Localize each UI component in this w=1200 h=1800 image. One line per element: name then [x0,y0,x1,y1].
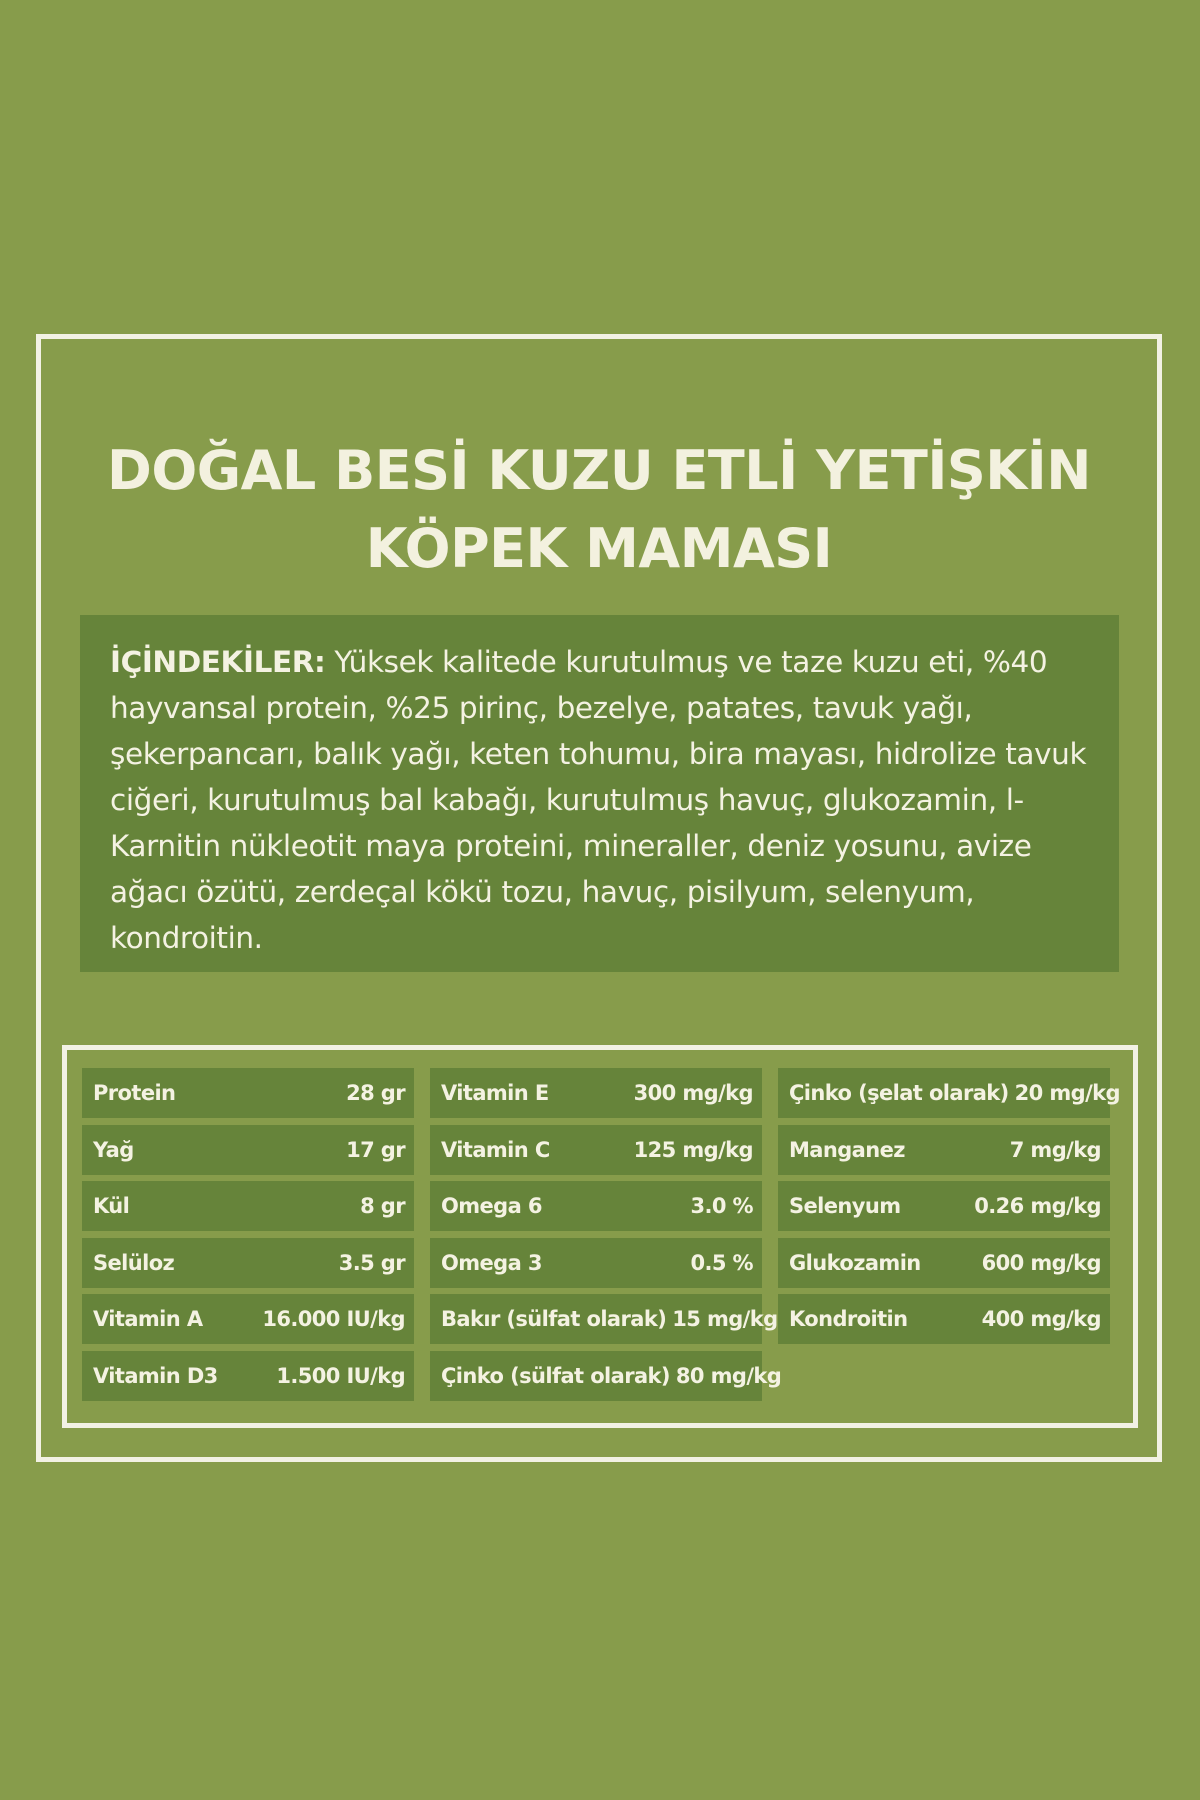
nutrient-name: Omega 3 [441,1250,542,1275]
nutrient-value: 0.5 % [690,1250,753,1275]
nutrient-value: 80 mg/kg [675,1363,782,1388]
ingredients-paragraph [110,639,1093,961]
nutrient-value: 8 gr [360,1194,405,1218]
nutrition-row [82,1125,414,1175]
nutrient-value: 300 mg/kg [633,1081,753,1105]
nutrition-row [82,1238,414,1288]
nutrition-row [778,1238,1110,1288]
nutrition-row [430,1294,778,1344]
nutrient-name: Kondroitin [789,1307,908,1331]
nutrient-value: 400 mg/kg [981,1307,1101,1331]
nutrient-name: Çinko (şelat olarak) [789,1081,1009,1105]
nutrition-column-2 [430,1068,782,1407]
nutrient-name: Vitamin E [441,1081,549,1105]
nutrient-value: 600 mg/kg [981,1250,1101,1275]
nutrition-row [82,1294,414,1344]
nutrient-value: 3.0 % [690,1194,753,1218]
nutrition-row [778,1125,1110,1175]
nutrient-name: Selüloz [93,1250,175,1275]
nutrient-name: Protein [93,1081,176,1105]
nutrient-name: Kül [93,1194,130,1218]
ingredients-list: Yüksek kalitede kurutulmuş ve taze kuzu eti, %40 hayvansal protein, %25 pirinç, bezelye, patates, tavuk yağı, şekerpancarı, balık yağı, keten tohumu, bira mayası, hidrolize tavuk ciğeri, kurutulmuş bal kabağı, kurutulmuş havuç, glukozamin, l-Karnitin nükleotit maya proteini, mineraller, deniz yosunu, avize ağacı özütü, zerdeçal kökü tozu, havuç, pisilyum, selenyum, kondroitin. [110,645,1087,955]
nutrition-row [430,1351,782,1401]
nutrient-name: Selenyum [789,1194,901,1218]
nutrient-name: Bakır (sülfat olarak) [441,1307,667,1331]
title-line-1: DOĞAL BESİ KUZU ETLİ YETİŞKİN [107,439,1091,502]
nutrient-name: Yağ [93,1137,134,1162]
nutrient-name: Vitamin D3 [93,1363,218,1388]
nutrient-value: 7 mg/kg [1009,1137,1101,1162]
nutrient-value: 15 mg/kg [672,1307,778,1331]
nutrient-value: 3.5 gr [338,1250,405,1275]
nutrient-name: Glukozamin [789,1250,921,1275]
nutrition-row [82,1351,414,1401]
nutrient-value: 28 gr [346,1081,405,1105]
nutrition-row [430,1181,762,1231]
nutrition-row [778,1294,1110,1344]
nutrition-column-1 [82,1068,414,1407]
nutrition-row [82,1181,414,1231]
ingredients-label: İÇİNDEKİLER: [110,645,326,679]
nutrition-row [778,1068,1120,1118]
nutrient-name: Manganez [789,1137,905,1162]
nutrient-value: 0.26 mg/kg [974,1194,1101,1218]
nutrition-row [778,1181,1110,1231]
nutrition-row [430,1125,762,1175]
product-title [36,432,1162,588]
nutrient-value: 16.000 IU/kg [262,1307,405,1331]
nutrient-value: 1.500 IU/kg [276,1363,405,1388]
nutrient-name: Vitamin C [441,1137,550,1162]
title-line-2: KÖPEK MAMASI [365,517,833,580]
nutrient-value: 125 mg/kg [633,1137,753,1162]
nutrient-value: 20 mg/kg [1014,1081,1120,1105]
nutrition-column-3 [778,1068,1120,1351]
nutrition-row [430,1238,762,1288]
nutrient-name: Omega 6 [441,1194,542,1218]
ingredients-panel [80,615,1119,972]
nutrition-row [82,1068,414,1118]
nutrient-name: Vitamin A [93,1307,203,1331]
nutrition-row [430,1068,762,1118]
nutrient-value: 17 gr [346,1137,405,1162]
nutrient-name: Çinko (sülfat olarak) [441,1363,670,1388]
